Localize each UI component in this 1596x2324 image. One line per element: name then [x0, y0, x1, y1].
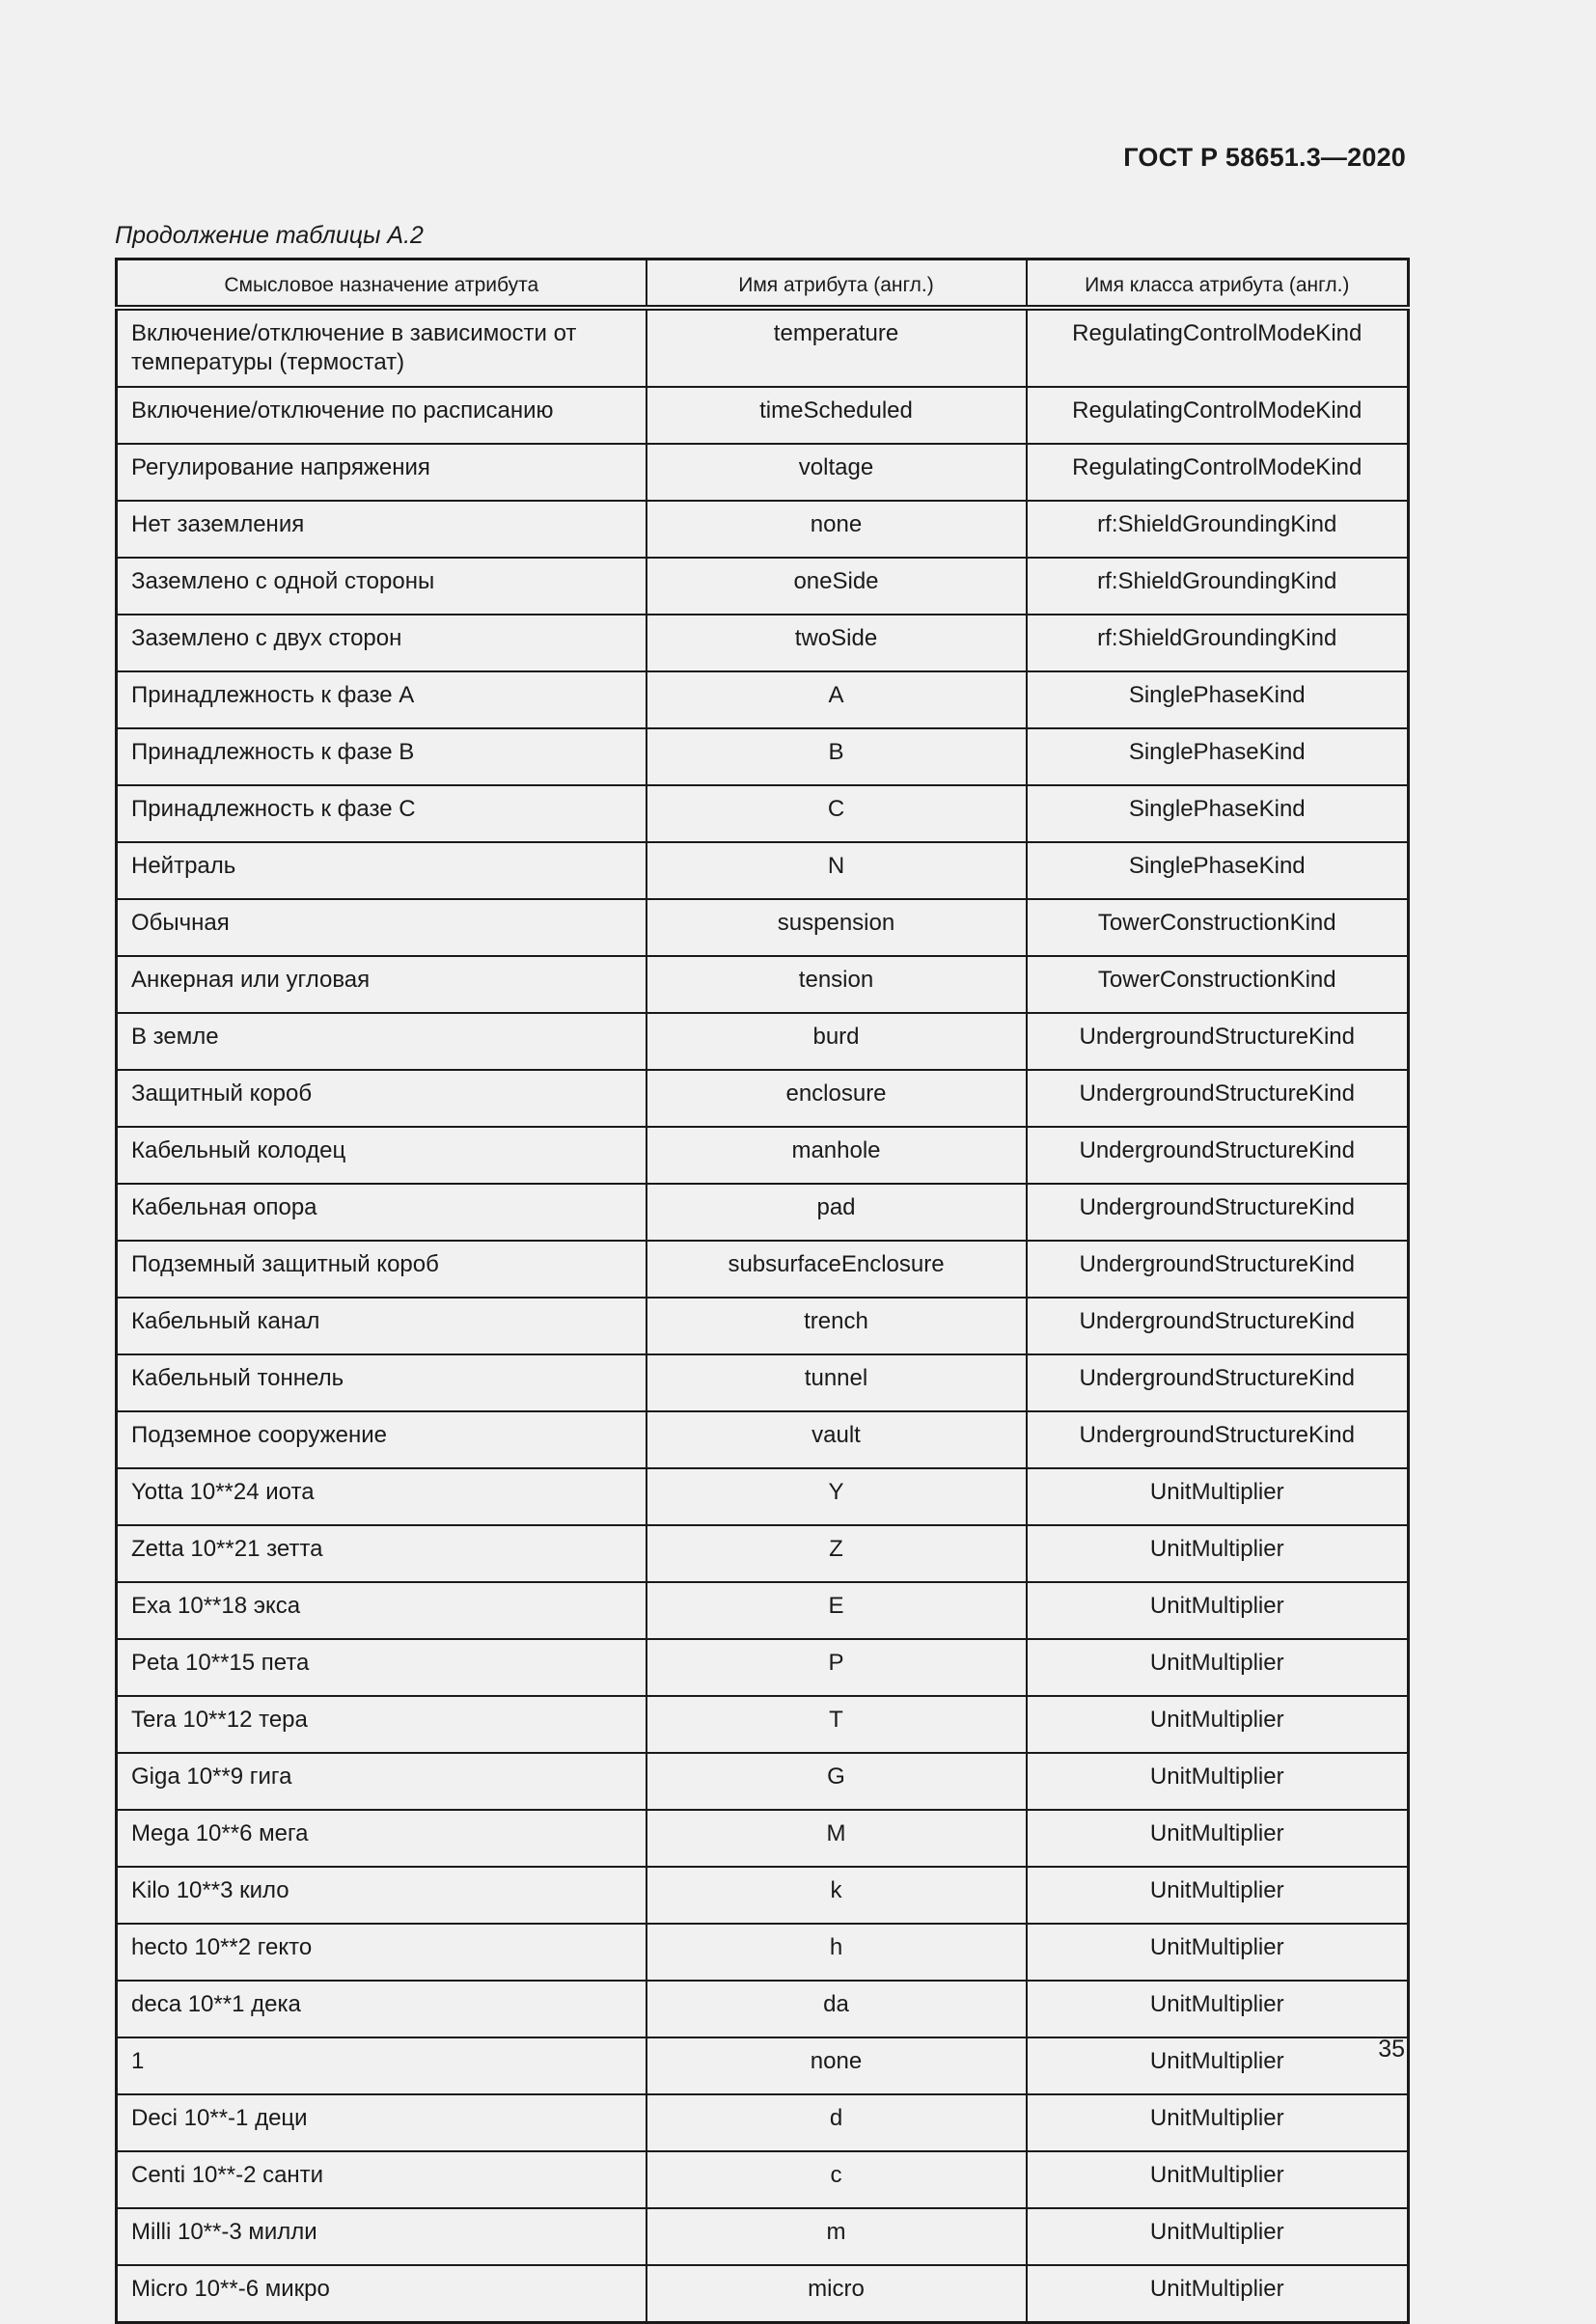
table-row [117, 1753, 1409, 1810]
table-row [117, 1582, 1409, 1639]
table-row [117, 2094, 1409, 2151]
cell-attribute-name: tunnel [647, 1354, 1027, 1411]
cell-attribute-class: UndergroundStructureKind [1027, 1184, 1409, 1241]
cell-attribute-class: TowerConstructionKind [1027, 956, 1409, 1013]
cell-attribute-name: m [647, 2208, 1027, 2265]
cell-meaning: Включение/отключение по расписанию [117, 387, 647, 444]
table-row [117, 1981, 1409, 2037]
cell-attribute-name: timeScheduled [647, 387, 1027, 444]
cell-attribute-class: UnitMultiplier [1027, 1753, 1409, 1810]
cell-attribute-name: M [647, 1810, 1027, 1867]
table-row [117, 1411, 1409, 1468]
cell-meaning: 1 [117, 2037, 647, 2094]
table-row [117, 558, 1409, 615]
document-code: ГОСТ Р 58651.3—2020 [1123, 143, 1406, 172]
cell-attribute-class: UnitMultiplier [1027, 1924, 1409, 1981]
cell-meaning: Peta 10**15 пета [117, 1639, 647, 1696]
cell-attribute-class: UndergroundStructureKind [1027, 1013, 1409, 1070]
table-body [117, 308, 1409, 2323]
page-number: 35 [1378, 2036, 1405, 2063]
table-row [117, 1867, 1409, 1924]
cell-attribute-name: G [647, 1753, 1027, 1810]
cell-attribute-class: SinglePhaseKind [1027, 671, 1409, 728]
cell-attribute-name: Y [647, 1468, 1027, 1525]
cell-attribute-name: subsurfaceEnclosure [647, 1241, 1027, 1298]
cell-attribute-name: twoSide [647, 615, 1027, 671]
table-row [117, 728, 1409, 785]
cell-attribute-name: trench [647, 1298, 1027, 1354]
cell-attribute-class: UnitMultiplier [1027, 2037, 1409, 2094]
cell-meaning: Giga 10**9 гига [117, 1753, 647, 1810]
cell-attribute-class: UnitMultiplier [1027, 2208, 1409, 2265]
table-row [117, 1468, 1409, 1525]
table-row [117, 387, 1409, 444]
cell-meaning: deca 10**1 дека [117, 1981, 647, 2037]
table-row [117, 899, 1409, 956]
table-row [117, 444, 1409, 501]
column-header-attribute-class: Имя класса атрибута (англ.) [1027, 260, 1409, 309]
cell-attribute-class: UnitMultiplier [1027, 1582, 1409, 1639]
cell-meaning: Centi 10**-2 санти [117, 2151, 647, 2208]
cell-attribute-class: UnitMultiplier [1027, 1810, 1409, 1867]
table-row [117, 785, 1409, 842]
cell-attribute-name: oneSide [647, 558, 1027, 615]
table-row [117, 956, 1409, 1013]
cell-attribute-name: manhole [647, 1127, 1027, 1184]
cell-attribute-class: UnitMultiplier [1027, 2265, 1409, 2323]
cell-attribute-name: micro [647, 2265, 1027, 2323]
cell-attribute-class: rf:ShieldGroundingKind [1027, 501, 1409, 558]
cell-attribute-class: UnitMultiplier [1027, 1639, 1409, 1696]
cell-attribute-class: SinglePhaseKind [1027, 842, 1409, 899]
cell-attribute-class: UnitMultiplier [1027, 1696, 1409, 1753]
cell-meaning: Кабельный тоннель [117, 1354, 647, 1411]
column-header-meaning: Смысловое назначение атрибута [117, 260, 647, 309]
attributes-table [115, 258, 1410, 2324]
cell-meaning: Принадлежность к фазе C [117, 785, 647, 842]
cell-meaning: Кабельный колодец [117, 1127, 647, 1184]
cell-meaning: Принадлежность к фазе B [117, 728, 647, 785]
cell-attribute-class: UndergroundStructureKind [1027, 1241, 1409, 1298]
cell-meaning: Exa 10**18 экса [117, 1582, 647, 1639]
cell-attribute-class: RegulatingControlModeKind [1027, 444, 1409, 501]
cell-meaning: Micro 10**-6 микро [117, 2265, 647, 2323]
cell-attribute-class: TowerConstructionKind [1027, 899, 1409, 956]
cell-attribute-class: rf:ShieldGroundingKind [1027, 615, 1409, 671]
cell-meaning: Заземлено с двух сторон [117, 615, 647, 671]
cell-meaning: В земле [117, 1013, 647, 1070]
cell-attribute-name: voltage [647, 444, 1027, 501]
cell-attribute-class: UndergroundStructureKind [1027, 1127, 1409, 1184]
table-row [117, 1298, 1409, 1354]
table-row [117, 1354, 1409, 1411]
cell-attribute-name: enclosure [647, 1070, 1027, 1127]
cell-attribute-name: h [647, 1924, 1027, 1981]
cell-meaning: Включение/отключение в зависимости от температуры (термостат) [117, 308, 647, 387]
cell-attribute-name: burd [647, 1013, 1027, 1070]
cell-attribute-class: UnitMultiplier [1027, 2094, 1409, 2151]
cell-attribute-class: RegulatingControlModeKind [1027, 308, 1409, 387]
cell-attribute-name: N [647, 842, 1027, 899]
table-row [117, 501, 1409, 558]
cell-meaning: Кабельный канал [117, 1298, 647, 1354]
table-row [117, 1013, 1409, 1070]
cell-meaning: Mega 10**6 мега [117, 1810, 647, 1867]
cell-meaning: hecto 10**2 гекто [117, 1924, 647, 1981]
cell-meaning: Обычная [117, 899, 647, 956]
table-row [117, 2208, 1409, 2265]
cell-attribute-name: A [647, 671, 1027, 728]
table-row [117, 2037, 1409, 2094]
cell-attribute-name: P [647, 1639, 1027, 1696]
cell-meaning: Tera 10**12 тера [117, 1696, 647, 1753]
cell-meaning: Подземный защитный короб [117, 1241, 647, 1298]
cell-attribute-name: B [647, 728, 1027, 785]
cell-meaning: Kilo 10**3 кило [117, 1867, 647, 1924]
cell-attribute-class: UnitMultiplier [1027, 1981, 1409, 2037]
table-row [117, 1810, 1409, 1867]
cell-meaning: Анкерная или угловая [117, 956, 647, 1013]
cell-meaning: Zetta 10**21 зетта [117, 1525, 647, 1582]
table-row [117, 842, 1409, 899]
cell-attribute-name: E [647, 1582, 1027, 1639]
cell-meaning: Принадлежность к фазе A [117, 671, 647, 728]
cell-attribute-name: c [647, 2151, 1027, 2208]
table-row [117, 671, 1409, 728]
cell-meaning: Кабельная опора [117, 1184, 647, 1241]
table-row [117, 1696, 1409, 1753]
cell-attribute-class: SinglePhaseKind [1027, 785, 1409, 842]
cell-attribute-class: RegulatingControlModeKind [1027, 387, 1409, 444]
table-row [117, 615, 1409, 671]
table-header-row [117, 260, 1409, 309]
table-row [117, 1924, 1409, 1981]
table-row [117, 1639, 1409, 1696]
table-caption: Продолжение таблицы А.2 [115, 222, 424, 249]
cell-attribute-class: UnitMultiplier [1027, 2151, 1409, 2208]
cell-attribute-name: d [647, 2094, 1027, 2151]
cell-attribute-class: UndergroundStructureKind [1027, 1298, 1409, 1354]
cell-attribute-class: rf:ShieldGroundingKind [1027, 558, 1409, 615]
cell-attribute-name: vault [647, 1411, 1027, 1468]
cell-meaning: Deci 10**-1 деци [117, 2094, 647, 2151]
table-row [117, 2265, 1409, 2323]
cell-meaning: Yotta 10**24 иота [117, 1468, 647, 1525]
table-row [117, 1184, 1409, 1241]
cell-attribute-class: UndergroundStructureKind [1027, 1070, 1409, 1127]
cell-meaning: Нет заземления [117, 501, 647, 558]
table-row [117, 1070, 1409, 1127]
cell-attribute-class: UnitMultiplier [1027, 1468, 1409, 1525]
cell-attribute-class: SinglePhaseKind [1027, 728, 1409, 785]
cell-attribute-name: suspension [647, 899, 1027, 956]
cell-attribute-name: none [647, 2037, 1027, 2094]
cell-meaning: Заземлено с одной стороны [117, 558, 647, 615]
cell-attribute-name: k [647, 1867, 1027, 1924]
table-row [117, 308, 1409, 387]
table-row [117, 2151, 1409, 2208]
cell-attribute-name: none [647, 501, 1027, 558]
cell-meaning: Milli 10**-3 милли [117, 2208, 647, 2265]
table-row [117, 1127, 1409, 1184]
cell-attribute-name: C [647, 785, 1027, 842]
cell-attribute-name: temperature [647, 308, 1027, 387]
cell-attribute-name: Z [647, 1525, 1027, 1582]
table-row [117, 1241, 1409, 1298]
cell-attribute-name: T [647, 1696, 1027, 1753]
cell-meaning: Регулирование напряжения [117, 444, 647, 501]
cell-attribute-name: tension [647, 956, 1027, 1013]
column-header-attribute-name: Имя атрибута (англ.) [647, 260, 1027, 309]
cell-attribute-class: UnitMultiplier [1027, 1867, 1409, 1924]
cell-meaning: Подземное сооружение [117, 1411, 647, 1468]
cell-attribute-class: UnitMultiplier [1027, 1525, 1409, 1582]
cell-attribute-name: da [647, 1981, 1027, 2037]
cell-meaning: Защитный короб [117, 1070, 647, 1127]
table-row [117, 1525, 1409, 1582]
cell-meaning: Нейтраль [117, 842, 647, 899]
cell-attribute-class: UndergroundStructureKind [1027, 1411, 1409, 1468]
cell-attribute-name: pad [647, 1184, 1027, 1241]
cell-attribute-class: UndergroundStructureKind [1027, 1354, 1409, 1411]
